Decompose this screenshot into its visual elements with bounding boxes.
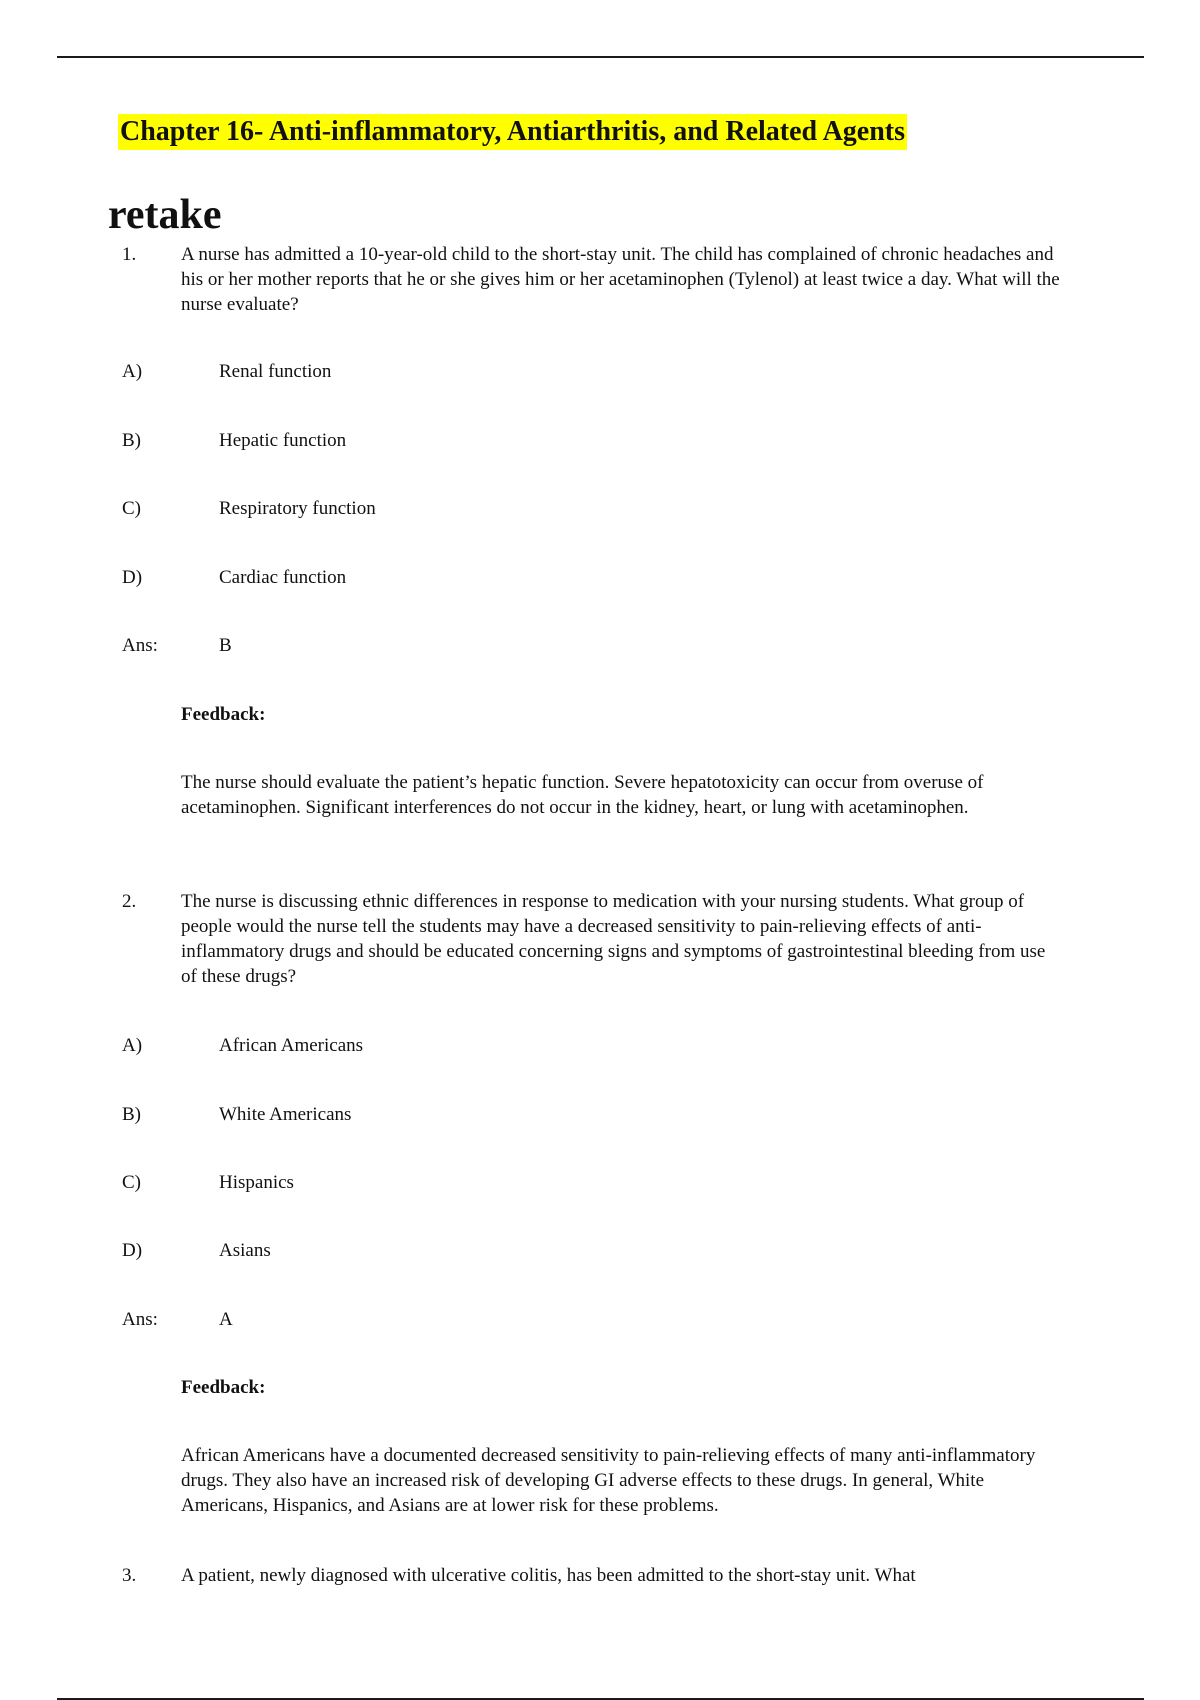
- option-text: Hepatic function: [219, 430, 347, 451]
- option-letter: B): [122, 430, 141, 451]
- answer-value: B: [219, 635, 232, 656]
- option-letter: A): [122, 1035, 143, 1056]
- subtitle: retake: [108, 192, 222, 238]
- feedback-label: Feedback:: [181, 704, 266, 725]
- answer-label: Ans:: [122, 635, 158, 656]
- option-letter: A): [122, 361, 143, 382]
- option-letter: B): [122, 1104, 141, 1125]
- option-text: Renal function: [219, 361, 332, 382]
- question-number: 2.: [122, 891, 137, 912]
- option-letter: D): [122, 1240, 143, 1261]
- question-number: 1.: [122, 244, 137, 265]
- question-text: A nurse has admitted a 10-year-old child to the short-stay unit. The child has complained of chronic headaches and his or her mother reports that he or she gives him or her acetaminophen (Tylenol) at least twice a day. What will the nurse evaluate?: [181, 244, 1060, 315]
- question-text: The nurse is discussing ethnic differences in response to medication with your nursing students. What group of people would the nurse tell the students may have a decreased sensitivity to pain-relieving effects of anti-inflammatory drugs and should be educated concerning signs and symptoms of gastrointestinal bleeding from use of these drugs?: [181, 891, 1046, 987]
- question-number: 3.: [122, 1565, 137, 1586]
- top-rule: [57, 56, 1144, 58]
- option-text: White Americans: [219, 1104, 352, 1125]
- option-text: African Americans: [219, 1035, 364, 1056]
- feedback-text: African Americans have a documented decreased sensitivity to pain-relieving effects of many anti-inflammatory drugs. They also have an increased risk of developing GI adverse effects to these drugs. In general, White Americans, Hispanics, and Asians are at lower risk for these problems.: [181, 1445, 1036, 1516]
- option-letter: C): [122, 1172, 141, 1193]
- option-letter: C): [122, 498, 141, 519]
- feedback-label: Feedback:: [181, 1377, 266, 1398]
- option-text: Cardiac function: [219, 567, 347, 588]
- option-text: Asians: [219, 1240, 271, 1261]
- option-text: Respiratory function: [219, 498, 376, 519]
- feedback-text: The nurse should evaluate the patient’s hepatic function. Severe hepatotoxicity can occur from overuse of acetaminophen. Significant interferences do not occur in the kidney, heart, or lung with acetaminophen.: [181, 772, 984, 818]
- answer-value: A: [219, 1309, 233, 1330]
- option-text: Hispanics: [219, 1172, 294, 1193]
- question-text: A patient, newly diagnosed with ulcerative colitis, has been admitted to the short-stay unit. What: [181, 1565, 916, 1586]
- chapter-title: Chapter 16- Anti-inflammatory, Antiarthritis, and Related Agents: [118, 114, 907, 150]
- option-letter: D): [122, 567, 143, 588]
- answer-label: Ans:: [122, 1309, 158, 1330]
